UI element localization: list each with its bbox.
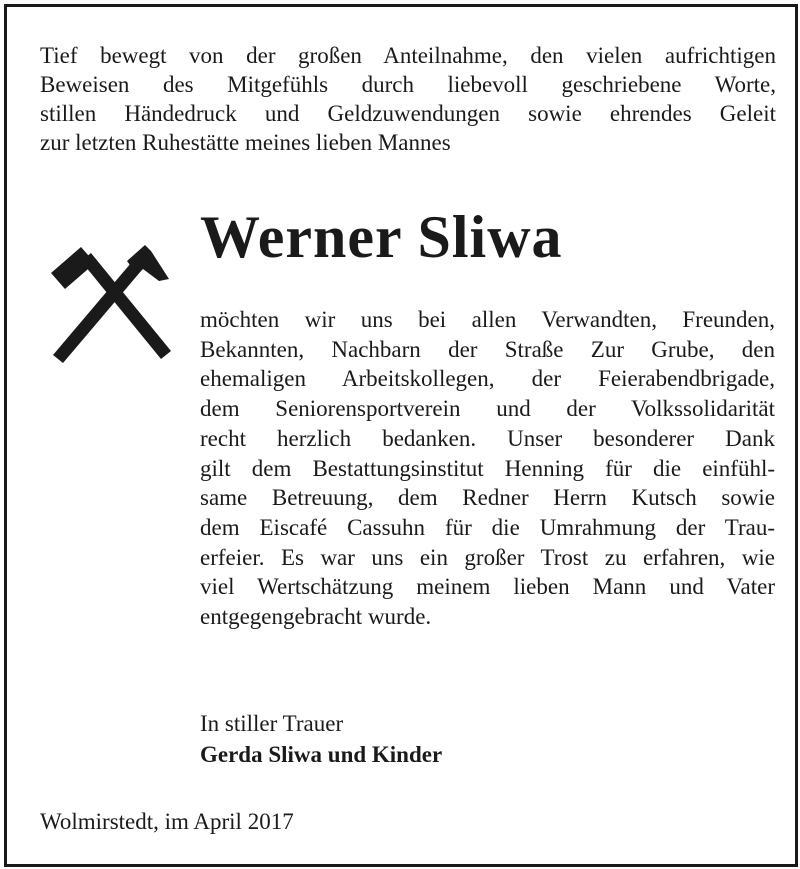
hammer-and-pick-icon — [43, 239, 173, 367]
body-line: möchten wir uns bei allen Verwandten, Freunden, — [200, 307, 775, 332]
body-line: dem Seniorensportverein und der Volkssolidarität — [200, 396, 775, 422]
place-date: Wolmirstedt, im April 2017 — [40, 809, 294, 834]
body-line: Bekannten, Nachbarn der Straße Zur Grube, den — [200, 336, 775, 362]
family-signature: Gerda Sliwa und Kinder — [200, 742, 443, 767]
intro-line: Tief bewegt von der großen Anteilnahme, den vielen aufrichtigen — [40, 43, 776, 68]
body-line: same Betreuung, dem Redner Herrn Kutsch sowie — [200, 485, 775, 511]
mourning-text: In stiller Trauer — [200, 711, 344, 736]
body-line: gilt dem Bestattungsinstitut Henning für die einfühl- — [200, 455, 775, 481]
body-line: recht herzlich bedanken. Unser besonderer Dank — [200, 425, 775, 451]
body-line: erfeier. Es war uns ein großer Trost zu erfahren, wie — [200, 544, 775, 570]
body-line: ehemaligen Arbeitskollegen, der Feierabendbrigade, — [200, 366, 775, 392]
intro-line: stillen Händedruck und Geldzuwendungen sowie ehrendes Geleit — [40, 101, 776, 126]
body-line: entgegengebracht wurde. — [200, 604, 432, 630]
body-line: dem Eiscafé Cassuhn für die Umrahmung der Trau- — [200, 514, 775, 540]
intro-line: Beweisen des Mitgefühls durch liebevoll geschriebene Worte, — [40, 72, 776, 97]
notice-card — [4, 4, 798, 867]
body-line: viel Wertschätzung meinem lieben Mann und Vater — [200, 574, 775, 600]
intro-line: zur letzten Ruhestätte meines lieben Mannes — [40, 130, 451, 155]
intro-paragraph — [40, 41, 776, 157]
thanks-paragraph — [200, 305, 775, 632]
deceased-name: Werner Sliwa — [200, 204, 563, 270]
